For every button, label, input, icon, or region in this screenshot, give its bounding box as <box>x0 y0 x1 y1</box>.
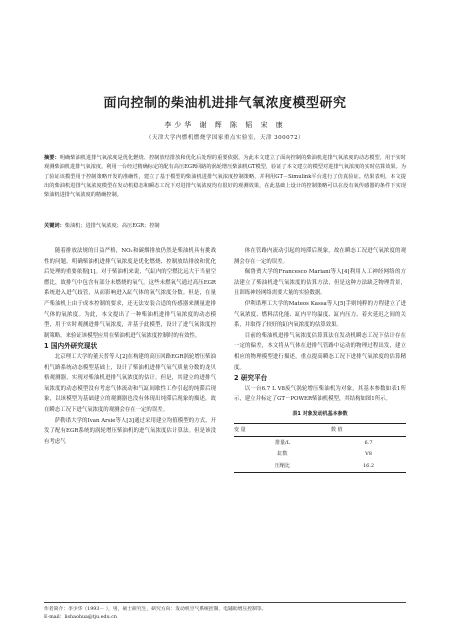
right-column <box>234 246 406 473</box>
table-row <box>234 437 406 449</box>
body-paragraph: 佩鲁贾大学的Francesco Mariani等人[4]利用人工神经网络的方法建立了柴油机进气氧浓度的估算方法，但是这种方法缺乏物理背景，且训练神经网络需要大量的实验数据。 <box>234 269 406 297</box>
affiliation: （天津大学内燃机燃烧学国家重点实验室，天津 300072） <box>145 135 305 141</box>
author-email: E-mail：lishaohua@tju.edu.cn <box>44 615 118 620</box>
table-cell: 排量/L <box>275 439 291 446</box>
author-list: 李少华 谢 辉 陈 韬 宋 康 <box>164 121 286 129</box>
body-paragraph: 伊利诺理工大学的Mateos Kassa等人[5]手则纯粹的方程建立了进气氧浓度、燃料活化能、缸内平均温度、缸内压力、着火延迟之间的关系，并取得了较好的缸内氧浓度的估算效果。 <box>234 300 406 329</box>
table-row <box>234 460 406 472</box>
body-paragraph: 体在管路内流动引起的纯滞后现象，故在瞬态工况进气氧浓度的观测会存在一定的误差。 <box>234 248 406 265</box>
left-column <box>44 246 216 447</box>
table-header: 变 量 <box>234 423 331 437</box>
abstract <box>44 154 406 200</box>
table-cell: 6.7 <box>364 439 373 446</box>
table-cell: V8 <box>365 451 372 458</box>
body-paragraph: 以一台6.7 L V8废气涡轮增压柴油机为对象，其基本参数如表1所示，建立并标定了GT－POWER柴油机模型，其结构如图1所示。 <box>234 385 406 403</box>
table-cell: 16.2 <box>331 460 406 472</box>
body-paragraph: 萨勒诺大学的Ivan Arsie等人[3]通过采用建立均值模型的方式，开发了配有EGR系统的涡轮增压柴油机的进气氧浓度估计算法。但是该没有考虑气 <box>44 417 216 445</box>
intro-paragraph: 随着排放法规的日益严格，NOₓ和碳烟排放仍然是柴油机具有挑战性的问题。明确柴油机进排气氧浓度是优化燃烧、控制放结排放和优化后处理的重要依据[1]。对于柴油机来说，气缸内的空燃比远大于当量空燃比，故排气中包含有部分未燃烧的氧气，这些未燃氧气通过高压EGR系统进入进气歧管，从而影响进入缸气体的氧气浓度分数。但是，在量产柴油机上由于成本控制的要求，还无法安装合适的传感器来测量进排气体的氧浓度。为此，本文提出了一种柴油机进排气氧浓度的动态模型，用于实时观测进排气氧浓度，并基于此模型，设计了进气氧浓度控制策略，来验证该模型应用在柴油机进气氧浓度控制时的有效性。 <box>44 248 216 339</box>
table-cell: 缸数 <box>277 451 288 458</box>
section-heading-2: 2 研究平台 <box>234 374 268 383</box>
body-paragraph: 目前的柴油机进排气氧浓度估算算法在发动机瞬态工况下估计存在一定的偏差，本文将从气体在进排气管路中运动的物理过程出发，建立相应的物理模型进行描述，重点提高瞬态工况下进排气氧浓度的估算精度。 <box>234 332 406 371</box>
keywords-text: 柴油机；进排气氧浓度；高压EGR；控制 <box>64 223 160 229</box>
keywords-label: 关键词： <box>44 223 65 229</box>
table-row <box>234 449 406 461</box>
abstract-label: 摘要： <box>44 155 60 161</box>
footnote-line: 作者简介：李少华（1993－ ），男，硕士研究生，研究方向：发动机空气系统控制、电辅助增压控制等。 <box>44 607 267 612</box>
keywords <box>44 222 406 231</box>
engine-params-table <box>234 423 406 473</box>
paper-title: 面向控制的柴油机进排气氧浓度模型研究 <box>103 96 347 111</box>
author-footnote <box>44 602 406 622</box>
table-header: 数 值 <box>331 423 406 437</box>
section-heading-1: 1 国内外研究现状 <box>44 342 98 351</box>
table-caption: 表1 对象发动机基本参数 <box>292 410 348 417</box>
table-cell: 压缩比 <box>234 460 331 472</box>
abstract-text: 明确柴油机进排气氧浓度是优化燃烧、控制放结排放和优化后处理的重要依据，为此本文建立了面向控制的柴油机进排气氧浓度的动态模型，用于实时观测柴油机进排气氧浓度。利用一台经过精确标定的配有高压EGR回路的涡轮增压柴油机GT模型，验证了本文建立的模型对进排气氧浓度的实时估算效果。为了验证该模型用于控制策略开发的准确性，建立了基于模型的柴油机进排气氧浓度控制策略，并利用GT－Simulink平台进行了仿真验证。结果表明，本文提出的柴油机进排气氧浓度模型在发动机稳态和瞬态工况下对进排气氧浓度均有很好的观测效果，在此基础上设计的控制策略可以在没有氧传感器的条件下实现柴油机进排气氧浓度的精确控制。 <box>44 155 406 199</box>
body-paragraph: 北京理工大学的董天普等人[2]在构建的高压回路EGR涡轮增压柴油机气路系统动态模型基础上，设计了柴油机进排气氧气质量分数的龙贝格观测器，实现对柴油机进排气氧浓度的估计。但是，其建立的进排气氧浓度的动态模型没有考虑气体流动和气缸间歇性工作引起的纯滞后现象，以该模型为基础建立的观测器也没有体现出纯滞后现象的描述，故在瞬态工况下进气氧浓度的观测会存在一定的误差。 <box>44 353 216 413</box>
